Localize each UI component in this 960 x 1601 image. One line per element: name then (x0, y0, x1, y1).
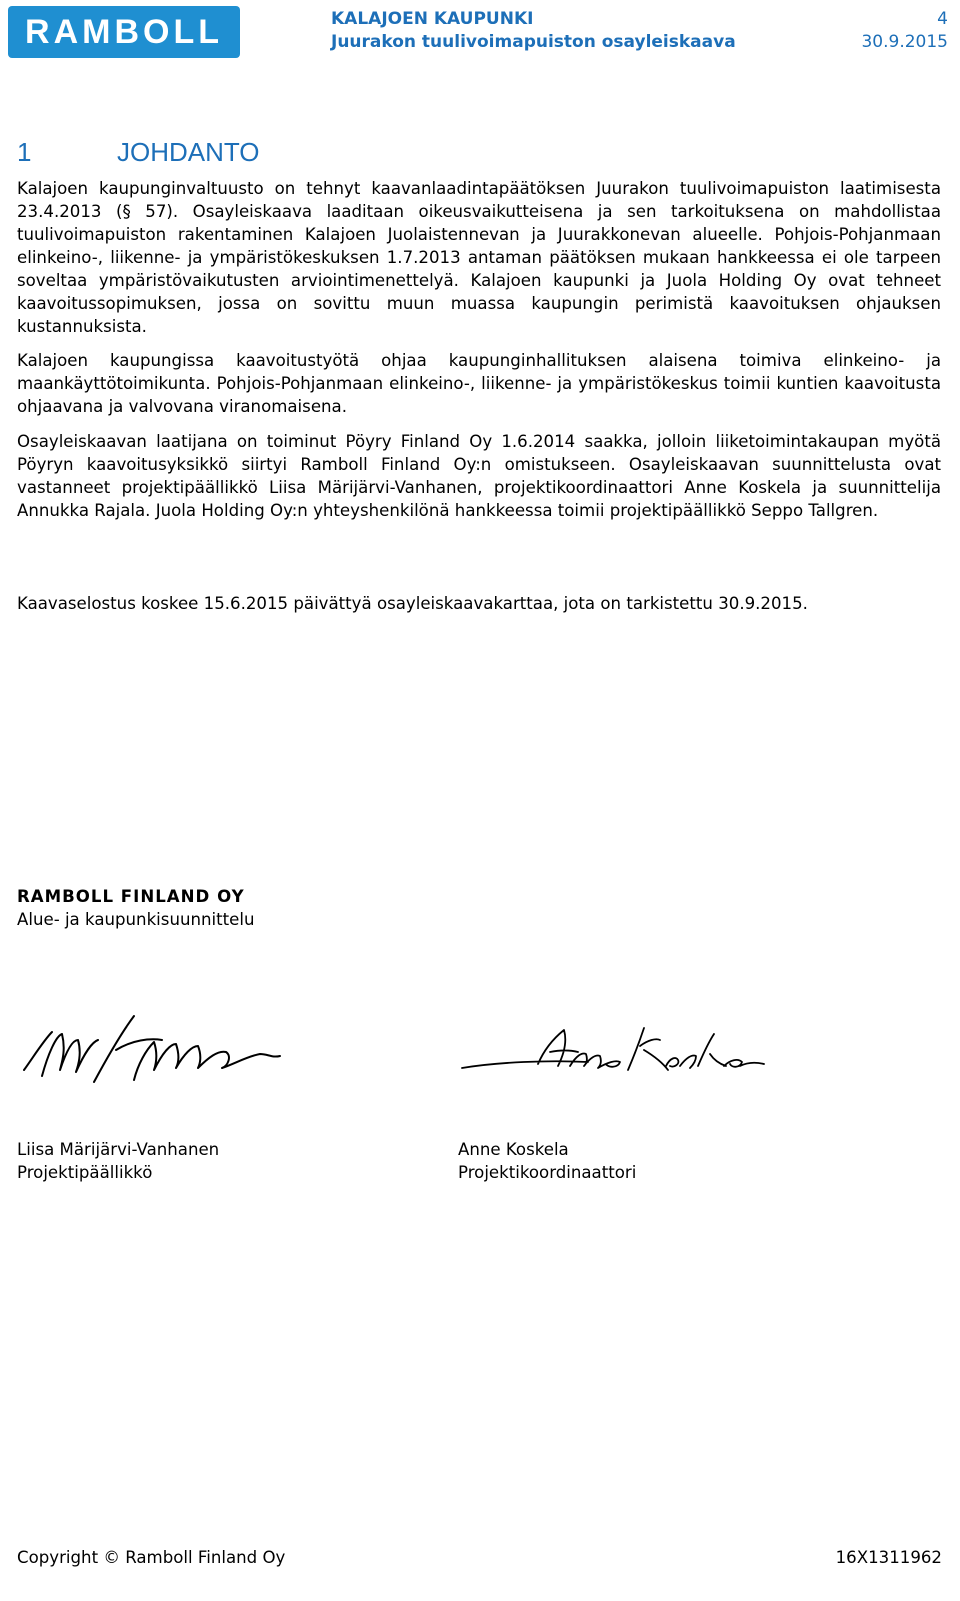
signature-anne (458, 1022, 768, 1084)
header-document-title: Juurakon tuulivoimapuiston osayleiskaava (331, 32, 736, 52)
signatory-2-name: Anne Koskela (458, 1140, 569, 1159)
company-unit: Alue- ja kaupunkisuunnittelu (17, 910, 255, 929)
signatory-2 (458, 1138, 636, 1184)
document-header (331, 8, 831, 54)
company-name: RAMBOLL FINLAND OY (17, 887, 245, 906)
ramboll-logo: RAMBOLL (8, 6, 240, 58)
signatory-2-role: Projektikoordinaattori (458, 1163, 637, 1182)
signatory-1-role: Projektipäällikkö (17, 1163, 153, 1182)
signature-liisa (22, 1010, 292, 1100)
section-title: JOHDANTO (117, 137, 260, 167)
paragraph-steering: Kalajoen kaupungissa kaavoitustyötä ohjaa kaupunginhallituksen alaisena toimiva elinkeino- ja maankäyttötoimikunta. Pohjois-Pohjanmaan elinkeino-, liikenne- ja ympäristökeskus toimii kuntien kaavoitusta ohjaavana ja valvovana viranomaisena. (17, 351, 941, 416)
signatory-1-name: Liisa Märijärvi-Vanhanen (17, 1140, 220, 1159)
header-meta (798, 8, 948, 54)
paragraph-authors: Osayleiskaavan laatijana on toiminut Pöyry Finland Oy 1.6.2014 saakka, jolloin liiketoimintakaupan myötä Pöyryn kaavoitusyksikkö siirtyi Ramboll Finland Oy:n omistukseen. Osayleiskaavan suunnittelusta ovat vastanneet projektipäällikkö Liisa Märijärvi-Vanhanen, projektikoordinaattori Anne Koskela ja suunnittelija Annukka Rajala. Juola Holding Oy:n yhteyshenkilönä hankkeessa toimii projektipäällikkö Seppo Tallgren. (17, 432, 941, 520)
header-city: KALAJOEN KAUPUNKI (331, 9, 534, 29)
signatory-1 (17, 1138, 219, 1184)
company-block (17, 885, 254, 931)
footer-code: 16X1311962 (835, 1548, 942, 1567)
footer-copyright: Copyright © Ramboll Finland Oy (17, 1548, 286, 1567)
paragraph-validity: Kaavaselostus koskee 15.6.2015 päivättyä osayleiskaavakarttaa, jota on tarkistettu 30.9.2015. (17, 594, 808, 613)
section-number: 1 (17, 137, 32, 167)
paragraph-intro: Kalajoen kaupunginvaltuusto on tehnyt kaavanlaadintapäätöksen Juurakon tuulivoimapuiston laatimisesta 23.4.2013 (§ 57). Osayleiskaava laaditaan oikeusvaikutteisena ja sen tarkoituksena on mahdollistaa tuulivoimapuiston rakentaminen Kalajoen Juolaistennevan ja Juurakkonevan alueelle. Pohjois-Pohjanmaan elinkeino-, liikenne- ja ympäristökeskuksen 1.7.2013 antaman päätöksen mukaan hankkeessa ei ole tarpeen soveltaa ympäristövaikutusten arviointimenettelyä. Kalajoen kaupunki ja Juola Holding Oy ovat tehneet kaavoitussopimuksen, jossa on sovittu muun muassa kaupungin perimistä kaavoituksen ohjauksen kustannuksista. (17, 179, 941, 336)
page-number: 4 (937, 9, 948, 29)
section-heading (17, 136, 260, 168)
header-date: 30.9.2015 (861, 32, 948, 52)
